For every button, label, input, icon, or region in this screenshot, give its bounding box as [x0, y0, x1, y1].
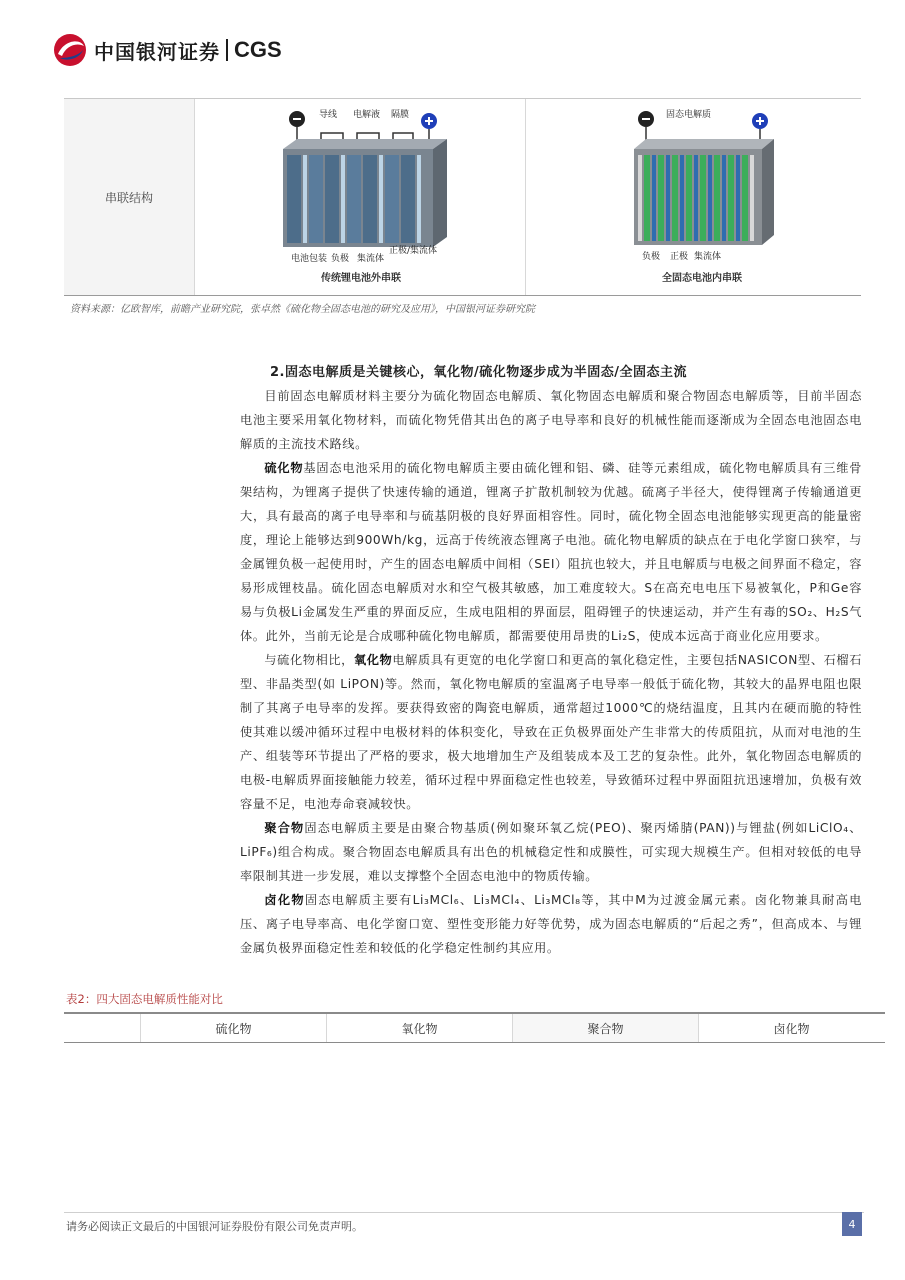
table-caption: 表2：四大固态电解质性能对比	[66, 992, 223, 1006]
diagram-label: 隔膜	[391, 110, 410, 120]
page-number: 4	[842, 1212, 862, 1236]
paragraph-intro: 目前固态电解质材料主要分为硫化物固态电解质、氧化物固态电解质和聚合物固态电解质等，目前半固态电池主要采用氧化物材料，而硫化物凭借其出色的离子电导率和良好的机械性能而逐渐成为全固态电池固态电解质的主流技术路线。	[240, 389, 862, 451]
solid-state-series-diagram	[612, 103, 792, 291]
table-header-polymer: 聚合物	[512, 1014, 698, 1042]
diagram-label: 固态电解质	[666, 110, 712, 120]
table-header-oxide: 氧化物	[326, 1014, 512, 1042]
traditional-series-diagram	[261, 103, 461, 291]
comparison-table-header	[64, 1012, 885, 1043]
diagram-label: 集流体	[694, 252, 722, 262]
diagram-label: 导线	[319, 110, 338, 120]
table-header-sulfide: 硫化物	[140, 1014, 326, 1042]
paragraph-oxide: 与硫化物相比，氧化物电解质具有更宽的电化学窗口和更高的氧化稳定性，主要包括NASICON型、石榴石型、非晶类型(如 LiPON)等。然而，氧化物电解质的室温离子电导率一般低于硫化物，其较大的晶界电阻也限制了其离子电导率的发挥。要获得致密的陶瓷电解质，通常超过1000℃的烧结温度，且其内在硬而脆的特性使其难以缓冲循环过程中电极材料的体积变化，导致在正负极界面处产生非常大的传质阻抗，从而对电池的生产、组装等环节提出了严格的要求，极大地增加生产及组装成本及工艺的复杂性。此外，氧化物固态电解质的电极-电解质界面接触能力较差，循环过程中界面稳定性也较差，导致循环过程中界面阻抗迅速增加，负极有效容量不足，电池寿命衰减较快。	[240, 653, 863, 811]
footer-disclaimer: 请务必阅读正文最后的中国银河证券股份有限公司免责声明。	[66, 1220, 363, 1233]
paragraph-halide: 卤化物固态电解质主要有Li₃MCl₆、Li₃MCl₄、Li₃MCl₈等，其中M为过渡金属元素。卤化物兼具耐高电压、离子电导率高、电化学窗口宽、塑性变形能力好等优势，成为固态电解质的“后起之秀”，但高成本、与锂金属负极界面稳定性差和较低的化学稳定性制约其应用。	[240, 893, 862, 955]
source-note: 资料来源：亿欧智库，前瞻产业研究院，张卓然《硫化物全固态电池的研究及应用》，中国银河证券研究院	[70, 304, 535, 315]
diagram-label: 集流体	[357, 254, 385, 264]
section-body	[240, 384, 862, 960]
structure-table	[64, 98, 861, 296]
footer-divider	[64, 1212, 864, 1213]
company-name-cn: 中国银河证券	[94, 39, 220, 64]
paragraph-polymer: 聚合物固态电解质主要是由聚合物基质(例如聚环氧乙烷(PEO)、聚丙烯腈(PAN))与锂盐(例如LiClO₄、LiPF₆)组合构成。聚合物固态电解质具有出色的机械稳定性和成膜性，可实现大规模生产。但相对较低的电导率限制其进一步发展，难以支撑整个全固态电池中的物质传输。	[240, 821, 862, 883]
company-name-en: CGS	[234, 37, 282, 62]
diagram-label: 正极/集流体	[389, 246, 438, 256]
traditional-battery-cell	[195, 99, 526, 295]
left-diagram-caption: 传统锂电池外串联	[321, 273, 401, 284]
paragraph-sulfide: 硫化物基固态电池采用的硫化物电解质主要由硫化锂和铝、磷、硅等元素组成，硫化物电解质具有三维骨架结构，为锂离子提供了快速传输的通道，锂离子扩散机制较为优越。硫离子半径大，使得锂离子传输通道更大，具有最高的离子电导率和与硫基阴极的良好界面相容性。同时，硫化物全固态电池能够实现更高的能量密度，理论上能够达到900Wh/kg，远高于传统液态锂离子电池。硫化物电解质的缺点在于电化学窗口狭窄，与金属锂负极一起使用时，产生的固态电解质中间相（SEI）阻抗也较大，并且电解质与电极之间界面不稳定，容易形成锂枝晶。硫化固态电解质对水和空气极其敏感，加工难度较大。S在高充电电压下易被氧化，P和Ge容易与负极Li金属发生严重的界面反应，生成电阻相的界面层，阻碍锂子的快速运动，并产生有毒的SO₂、H₂S气体。此外，当前无论是合成哪种硫化物电解质，都需要使用昂贵的Li₂S，使成本远高于商业化应用要求。	[240, 461, 862, 643]
diagram-label: 正极	[670, 252, 689, 262]
diagram-label: 负极	[642, 252, 661, 262]
section-heading: 2.固态电解质是关键核心，氧化物/硫化物逐步成为半固态/全固态主流	[270, 365, 687, 380]
table-header-halide: 卤化物	[698, 1014, 884, 1042]
cgs-logo-icon	[52, 32, 88, 68]
diagram-label: 电解液	[353, 110, 381, 120]
row-label: 串联结构	[64, 99, 195, 295]
logo-divider	[226, 39, 228, 61]
diagram-label: 电池包装	[291, 254, 328, 264]
right-diagram-caption: 全固态电池内串联	[662, 273, 742, 284]
company-logo	[52, 32, 282, 68]
diagram-label: 负极	[331, 254, 350, 264]
table-header-blank	[64, 1014, 140, 1042]
solid-state-battery-cell	[526, 99, 861, 295]
